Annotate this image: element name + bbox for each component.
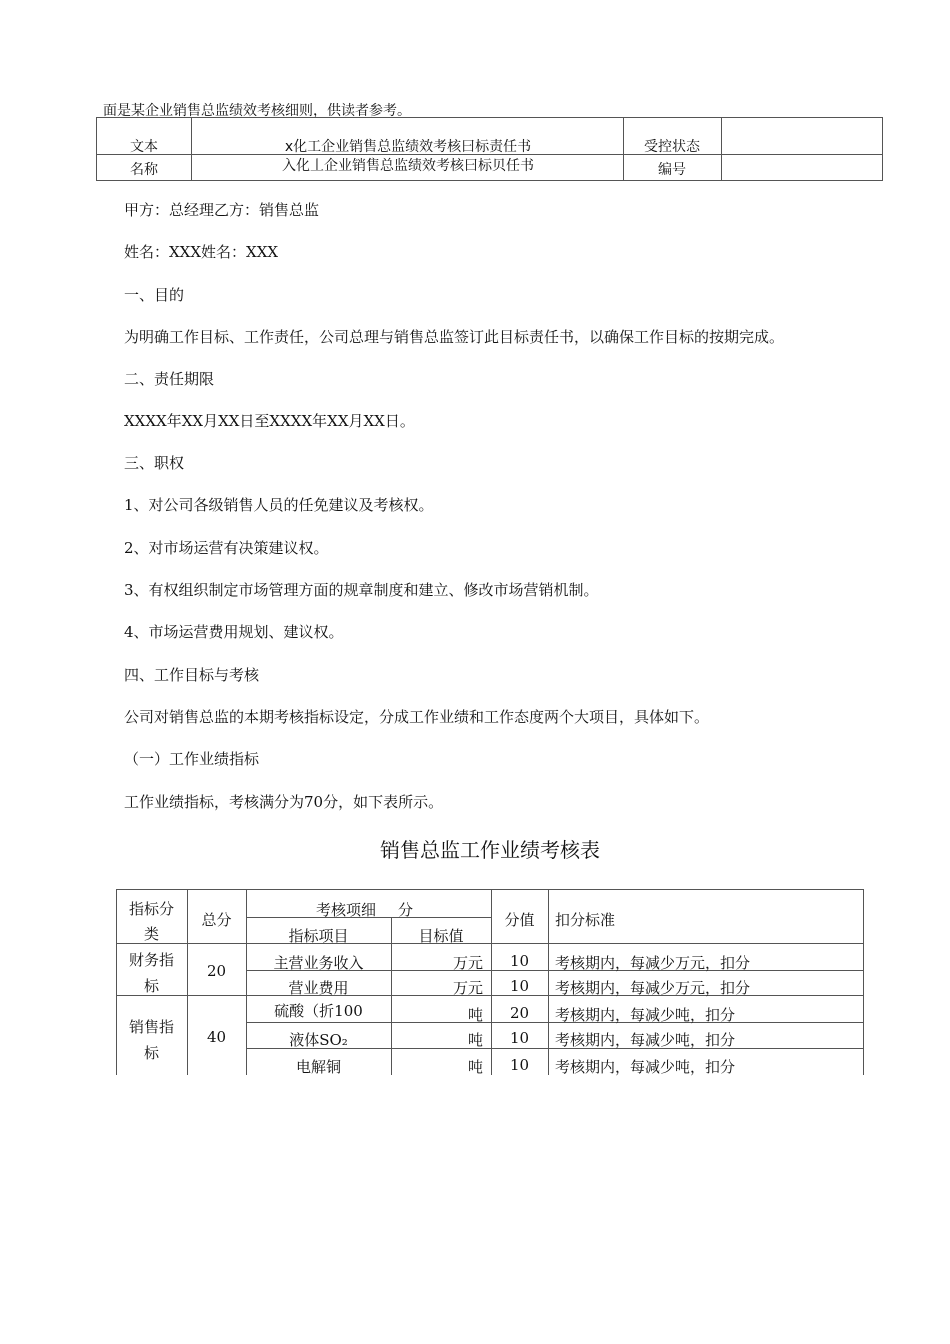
header-category-line2: 类 (143, 925, 159, 943)
table-row-target: 吨 (467, 1031, 483, 1049)
control-status-label: 受控状态 (644, 139, 700, 155)
table-row-deduction: 考核期内，每减少吨，扣分 (555, 1058, 736, 1076)
section-heading-purpose: 一、目的 (124, 286, 185, 304)
table-row-target: 吨 (467, 1006, 483, 1024)
authority-item-4: 4、市场运营费用规划、建议权。 (124, 623, 344, 641)
document-title-line1: x化工企业销售总监绩效考核曰标责任书 (284, 139, 532, 155)
table-row-item: 电解铜 (295, 1058, 341, 1076)
number-label: 编号 (658, 162, 686, 178)
table-row-item: 液体SO₂ (289, 1031, 348, 1049)
group-finance-category-line2: 标 (143, 977, 159, 995)
section-heading-authority: 三、职权 (124, 454, 185, 472)
table-row-score: 10 (509, 977, 530, 995)
table-row-item: 主营业务收入 (273, 954, 364, 972)
table-row-score: 10 (509, 1056, 530, 1074)
header-total: 总分 (201, 911, 232, 929)
purpose-text: 为明确工作目标、工作责任，公司总理与销售总监签订此目标责任书，以确保工作目标的按期完成。 (124, 328, 785, 346)
label-name: 名称 (130, 162, 158, 178)
header-score: 分值 (504, 911, 535, 929)
table-row-score: 20 (509, 1004, 530, 1022)
period-text: XXXX年XX月XX日至XXXX年XX月XX日。 (124, 412, 415, 430)
group-sales-category-line2: 标 (143, 1044, 159, 1062)
table-row-target: 吨 (467, 1058, 483, 1076)
table-row-target: 万元 (452, 954, 483, 972)
authority-item-1: 1、对公司各级销售人员的任免建议及考核权。 (124, 496, 434, 514)
names-line: 姓名：XXX姓名：XXX (124, 243, 279, 261)
header-item: 指标项目 (288, 927, 349, 945)
table-row-item: 营业费用 (288, 979, 349, 997)
document-title-line2: 入化丄企业销售总监绩效考核曰标贝任书 (282, 158, 534, 174)
subsection-heading-performance: （一）工作业绩指标 (124, 750, 260, 768)
header-category-line1: 指标分 (128, 900, 174, 918)
performance-table (116, 889, 864, 1075)
group-sales-category-line1: 销售指 (128, 1018, 174, 1036)
group-finance-category-line1: 财务指 (128, 951, 174, 969)
group-finance-total: 20 (206, 962, 227, 980)
table-row-score: 10 (509, 1029, 530, 1047)
header-detail-a: 考核项细 (316, 901, 377, 919)
table-row-score: 10 (509, 952, 530, 970)
table-row-deduction: 考核期内，每减少吨，扣分 (555, 1006, 736, 1024)
performance-text: 工作业绩指标，考核满分为70分，如下表所示。 (124, 793, 444, 811)
authority-item-3: 3、有权组织制定市场管理方面的规章制度和建立、修改市场营销机制。 (124, 581, 599, 599)
intro-text: 面是某企业销售总监绩效考核细则，供读者参考。 (103, 103, 411, 119)
table-title: 销售总监工作业绩考核表 (380, 838, 600, 862)
table-row-deduction: 考核期内，每减少万元，扣分 (555, 954, 751, 972)
parties-line: 甲方：总经理乙方：销售总监 (124, 201, 320, 219)
header-deduction: 扣分标准 (555, 911, 616, 929)
targets-text: 公司对销售总监的本期考核指标设定，分成工作业绩和工作态度两个大项目，具体如下。 (124, 708, 710, 726)
header-target: 目标值 (418, 927, 464, 945)
section-heading-period: 二、责任期限 (124, 370, 215, 388)
table-row-item: 硫酸（折100 (274, 1002, 363, 1020)
group-sales-total: 40 (206, 1028, 227, 1046)
authority-item-2: 2、对市场运营有决策建议权。 (124, 539, 329, 557)
table-row-deduction: 考核期内，每减少万元，扣分 (555, 979, 751, 997)
table-row-target: 万元 (452, 979, 483, 997)
document-header-table (96, 117, 883, 181)
section-heading-targets: 四、工作目标与考核 (124, 666, 260, 684)
header-detail-b: 分 (398, 901, 414, 919)
label-text: 文本 (130, 139, 158, 155)
table-row-deduction: 考核期内，每减少吨，扣分 (555, 1031, 736, 1049)
